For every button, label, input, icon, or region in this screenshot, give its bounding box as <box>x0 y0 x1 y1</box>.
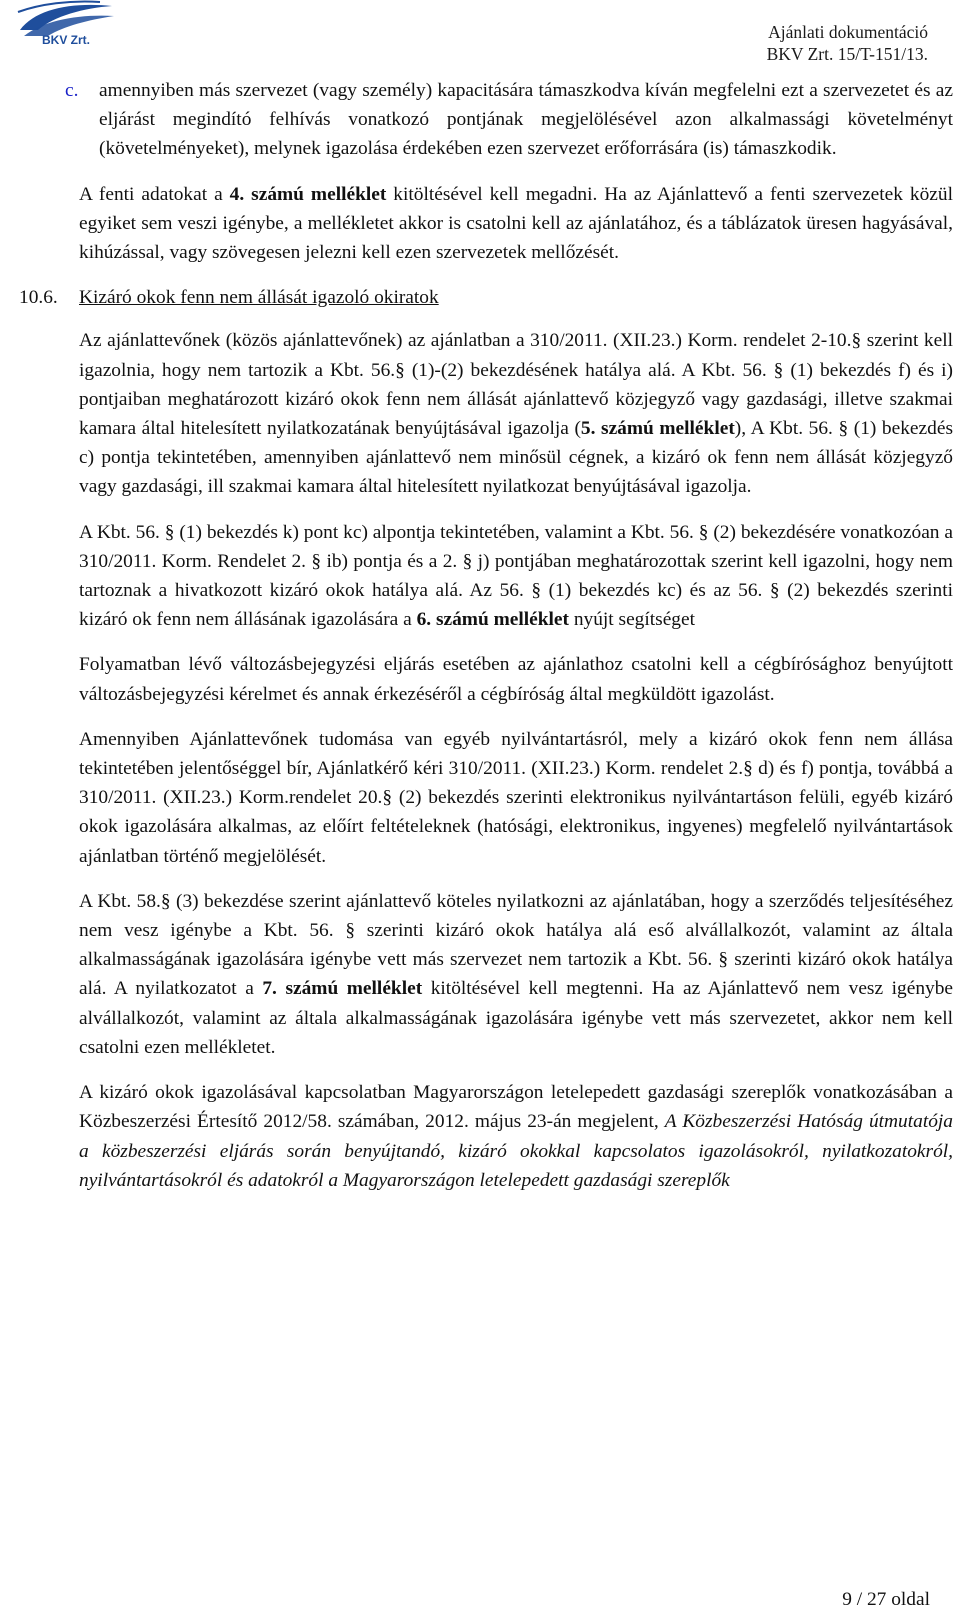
section-number: 10.6. <box>19 287 58 309</box>
logo-text: BKV Zrt. <box>42 33 90 46</box>
doc-reference: BKV Zrt. 15/T-151/13. <box>766 44 928 64</box>
doc-title: Ajánlati dokumentáció <box>768 22 928 42</box>
text-run: ), A Kbt. 56. § (1) bekezdés c) pontja tekintetében, amennyiben ajánlattevő nem minősül cégnek, a kizáró ok fenn nem állását közjegyző vagy gazdasági, ill szakmai kamara által hitelesített nyilatkozat benyújtásával igazolja. <box>79 418 953 498</box>
text-run: Az ajánlattevőnek (közös ajánlattevőnek) az ajánlatban a 310/2011. (XII.23.) Korm. rendelet 2-10.§ szerint kell igazolnia, hogy nem tartozik a Kbt. 56.§ (1)-(2) bekezdésének hatálya alá. A Kbt. 56. § (1) bekezdés f) és i) pontjaiban meghatározott kizáró okok fenn nem állását ajánlattevő közjegyző vagy gazdasági, illetve szakmai kamara által hitelesített nyilatkozatának benyújtásával igazolja ( <box>79 330 953 440</box>
document-body <box>19 76 954 1195</box>
annex-reference: 6. számú melléklet <box>416 609 569 631</box>
guide-title: A Közbeszerzési Hatóság útmutatója a közbeszerzési eljárás során benyújtandó, kizáró okokkal kapcsolatos igazolásokról, nyilatkozatokról, nyilvántartásokról és adatokról a Magyarországon letelepedett gazdasági szereplők <box>79 1111 953 1191</box>
text-run: nyújt segítséget <box>568 609 695 631</box>
header-info <box>767 21 928 65</box>
paragraph-4: Amennyiben Ajánlattevőnek tudomása van egyéb nyilvántartásról, mely a kizáró okok fenn nem állása tekintetében jelentőséggel bír, Ajánlatkérő kéri 310/2011. (XII.23.) Korm. rendelet 2.§ d) és f) pontja, továbbá a 310/2011. (XII.23.) Korm.rendelet 20.§ (2) bekezdés szerinti elektronikus nyilvántartáson felüli, egyéb kizáró okok igazolására alkalmas, az előírt feltételeknek (hatósági, elektronikus, ingyenes) megfelelő nyilvántartások ajánlatban történő megjelölését. <box>79 728 953 867</box>
text-run: kitöltésével kell megtenni. Ha az Ajánlattevő nem vesz igénybe alvállalkozót, valamint az általa alkalmasságának igazolására igénybe vett más szervezetet, akkor nem kell csatolni ezen mellékletet. <box>79 978 954 1058</box>
paragraph-3: Folyamatban lévő változásbejegyzési eljárás esetében az ajánlathoz csatolni kell a cégbírósághoz benyújtott változásbejegyzési kérelmet és annak érkezéséről a cégbíróság által megküldött igazolást. <box>79 654 953 705</box>
text-run: A Kbt. 56. § (1) bekezdés k) pont kc) alpontja tekintetében, valamint a Kbt. 56. § (2) bekezdésére vonatkozóan a 310/2011. Korm. Rendelet 2. § ib) pontja és a 2. § j) pontjában meghatározottak szerint kell igazolni, hogy nem tartoznak a hivatkozott kizáró okok hatálya alá. Az 56. § (1) bekezdés kc) és az 56. § (2) bekezdés szerinti kizáró ok fenn nem állásának igazolására a <box>79 521 953 631</box>
text-run: A fenti adatokat a <box>79 183 230 205</box>
annex-reference: 4. számú melléklet <box>229 183 387 205</box>
paragraph-1 <box>79 326 953 501</box>
annex-reference: 5. számú melléklet <box>580 418 735 440</box>
text-run: A Kbt. 58.§ (3) bekezdése szerint ajánlattevő köteles nyilatkozni az ajánlatában, hogy a szerződés teljesítéséhez nem vesz igénybe a Kbt. 56. § szerinti kizáró okok hatálya alá eső alvállalkozót, valamint az általa alkalmasságának igazolására igénybe vett más szervezet nem tartozik a Kbt. 56. § szerinti kizáró okok hatálya alá. A nyilatkozatot a <box>79 890 953 1000</box>
page-number: 9 / 27 oldal <box>842 1589 930 1610</box>
section-title: Kizáró okok fenn nem állását igazoló okiratok <box>79 287 439 309</box>
list-item-text: amennyiben más szervezet (vagy személy) kapacitására támaszkodva kíván megfelelni ezt a szervezetet és az eljárást megindító felhívás vonatkozó pontjának megjelölésével azon alkalmassági követelményt (követelményeket), melynek igazolása érdekében ezen szervezet erőforrására (is) támaszkodik. <box>99 80 953 160</box>
paragraph-annex-4 <box>79 180 953 268</box>
text-run: A kizáró okok igazolásával kapcsolatban Magyarországon letelepedett gazdasági szereplők vonatkozásában a Közbeszerzési Értesítő 2012/58. számában, 2012. május 23-án megjelent, <box>79 1082 953 1133</box>
text-run: kitöltésével kell megadni. Ha az Ajánlattevő a fenti szervezetek közül egyiket sem veszi igénybe, a mellékletet akkor is csatolni kell az ajánlatához, és a táblázatok üresen hagyásával, kihúzással, vagy szövegesen jelezni kell ezen szervezetek mellőzését. <box>79 183 953 264</box>
paragraph-6 <box>79 1078 953 1195</box>
page-header <box>0 0 960 64</box>
paragraph-2 <box>79 518 953 635</box>
list-item-c <box>65 76 953 164</box>
section-heading <box>19 283 953 312</box>
bkv-logo <box>14 0 118 46</box>
paragraph-5 <box>79 887 953 1062</box>
list-marker: c. <box>65 80 79 101</box>
annex-reference: 7. számú melléklet <box>262 978 423 1000</box>
